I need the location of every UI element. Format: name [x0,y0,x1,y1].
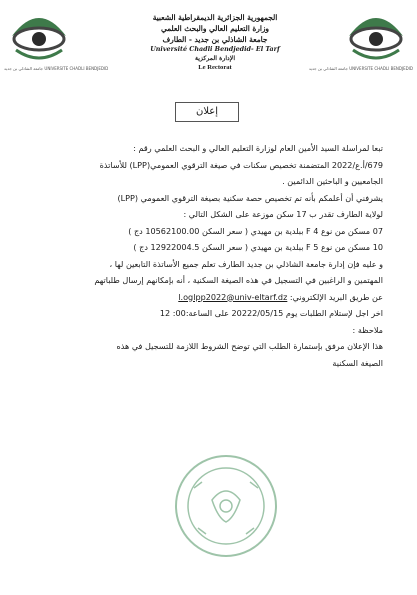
body-line: الجامعيين و الباحثين الدائمين . [282,176,383,186]
email-line [38,289,383,306]
body-line: و عليه فإن إدارة جامعة الشاذلي بن جديد الطارف تعلم جميع الأساتذة التابعين لها ، [109,258,383,269]
university-name-fr: Université Chadli Bendjedid- El Tarf [150,45,280,53]
body-line: تبعا لمراسلة السيد الأمين العام لوزارة التعليم العالي و البحث العلمي رقم : [133,143,383,153]
note-label: ملاحظة : [352,324,383,335]
logo-caption: جامعة الشاذلي بن جديد UNIVERSITE CHADLI BENDJEDID [4,66,109,71]
announcement-title: إعلان [175,102,239,122]
logo-caption: جامعة الشاذلي بن جديد UNIVERSITE CHADLI BENDJEDID [308,66,413,71]
university-name-ar: جامعة الشاذلي بن جديد - الطارف [162,35,268,44]
note-line: هذا الإعلان مرفق بإستمارة الطلب التي توضح الشروط اللازمة للتسجيل في هذه [116,341,383,351]
housing-item-f5: 10 مسكن من نوع F 5 ببلدية بن مهيدي ( سعر السكن 12922004.5 دج ) [133,242,383,252]
central-administration: الإدارة المركزية [194,55,236,62]
deadline-line: اخر اجل لإستلام الطلبات يوم 20222/05/15 على الساعة:00: 12 [159,308,383,318]
letterhead [110,12,320,73]
email-link[interactable]: l.oglpp2022@univ-eltarf.dz [178,291,288,302]
official-stamp [172,452,280,560]
housing-item-f4: 07 مسكن من نوع F 4 ببلدية بن مهيدي ( سعر السكن 10562100.00 دج ) [128,225,383,236]
email-label: عن طريق البريد الإلكتروني: [289,291,383,302]
body-line: 679/أ.ع/2022 المتضمنة تخصيص سكنات في صيغة الترقوي العمومي(LPP) للأساتذة [99,159,383,170]
body-line: لولاية الطارف تقدر ب 17 سكن موزعة على الشكل التالي : [183,209,383,219]
body-line: المهتمين و الراغبين في التسجيل في هذه الصيغة السكنية ، أنه بإمكانهم إرسال طلباتهم [94,275,383,285]
university-logo [345,6,407,68]
rectorat-label: Le Rectorat [198,64,232,71]
note-line: الصيغة السكنية [332,357,383,368]
ministry-name: وزارة التعليم العالي والبحث العلمي [160,24,270,33]
body-line: يشرفني أن أعلمكم بأنه تم تخصيص حصة سكنية بصيغة الترقوي العمومي (LPP) [117,192,383,203]
republic-name: الجمهورية الجزائرية الديمقراطية الشعبية [152,13,278,22]
announcement-body [38,140,383,371]
university-logo [8,6,70,68]
